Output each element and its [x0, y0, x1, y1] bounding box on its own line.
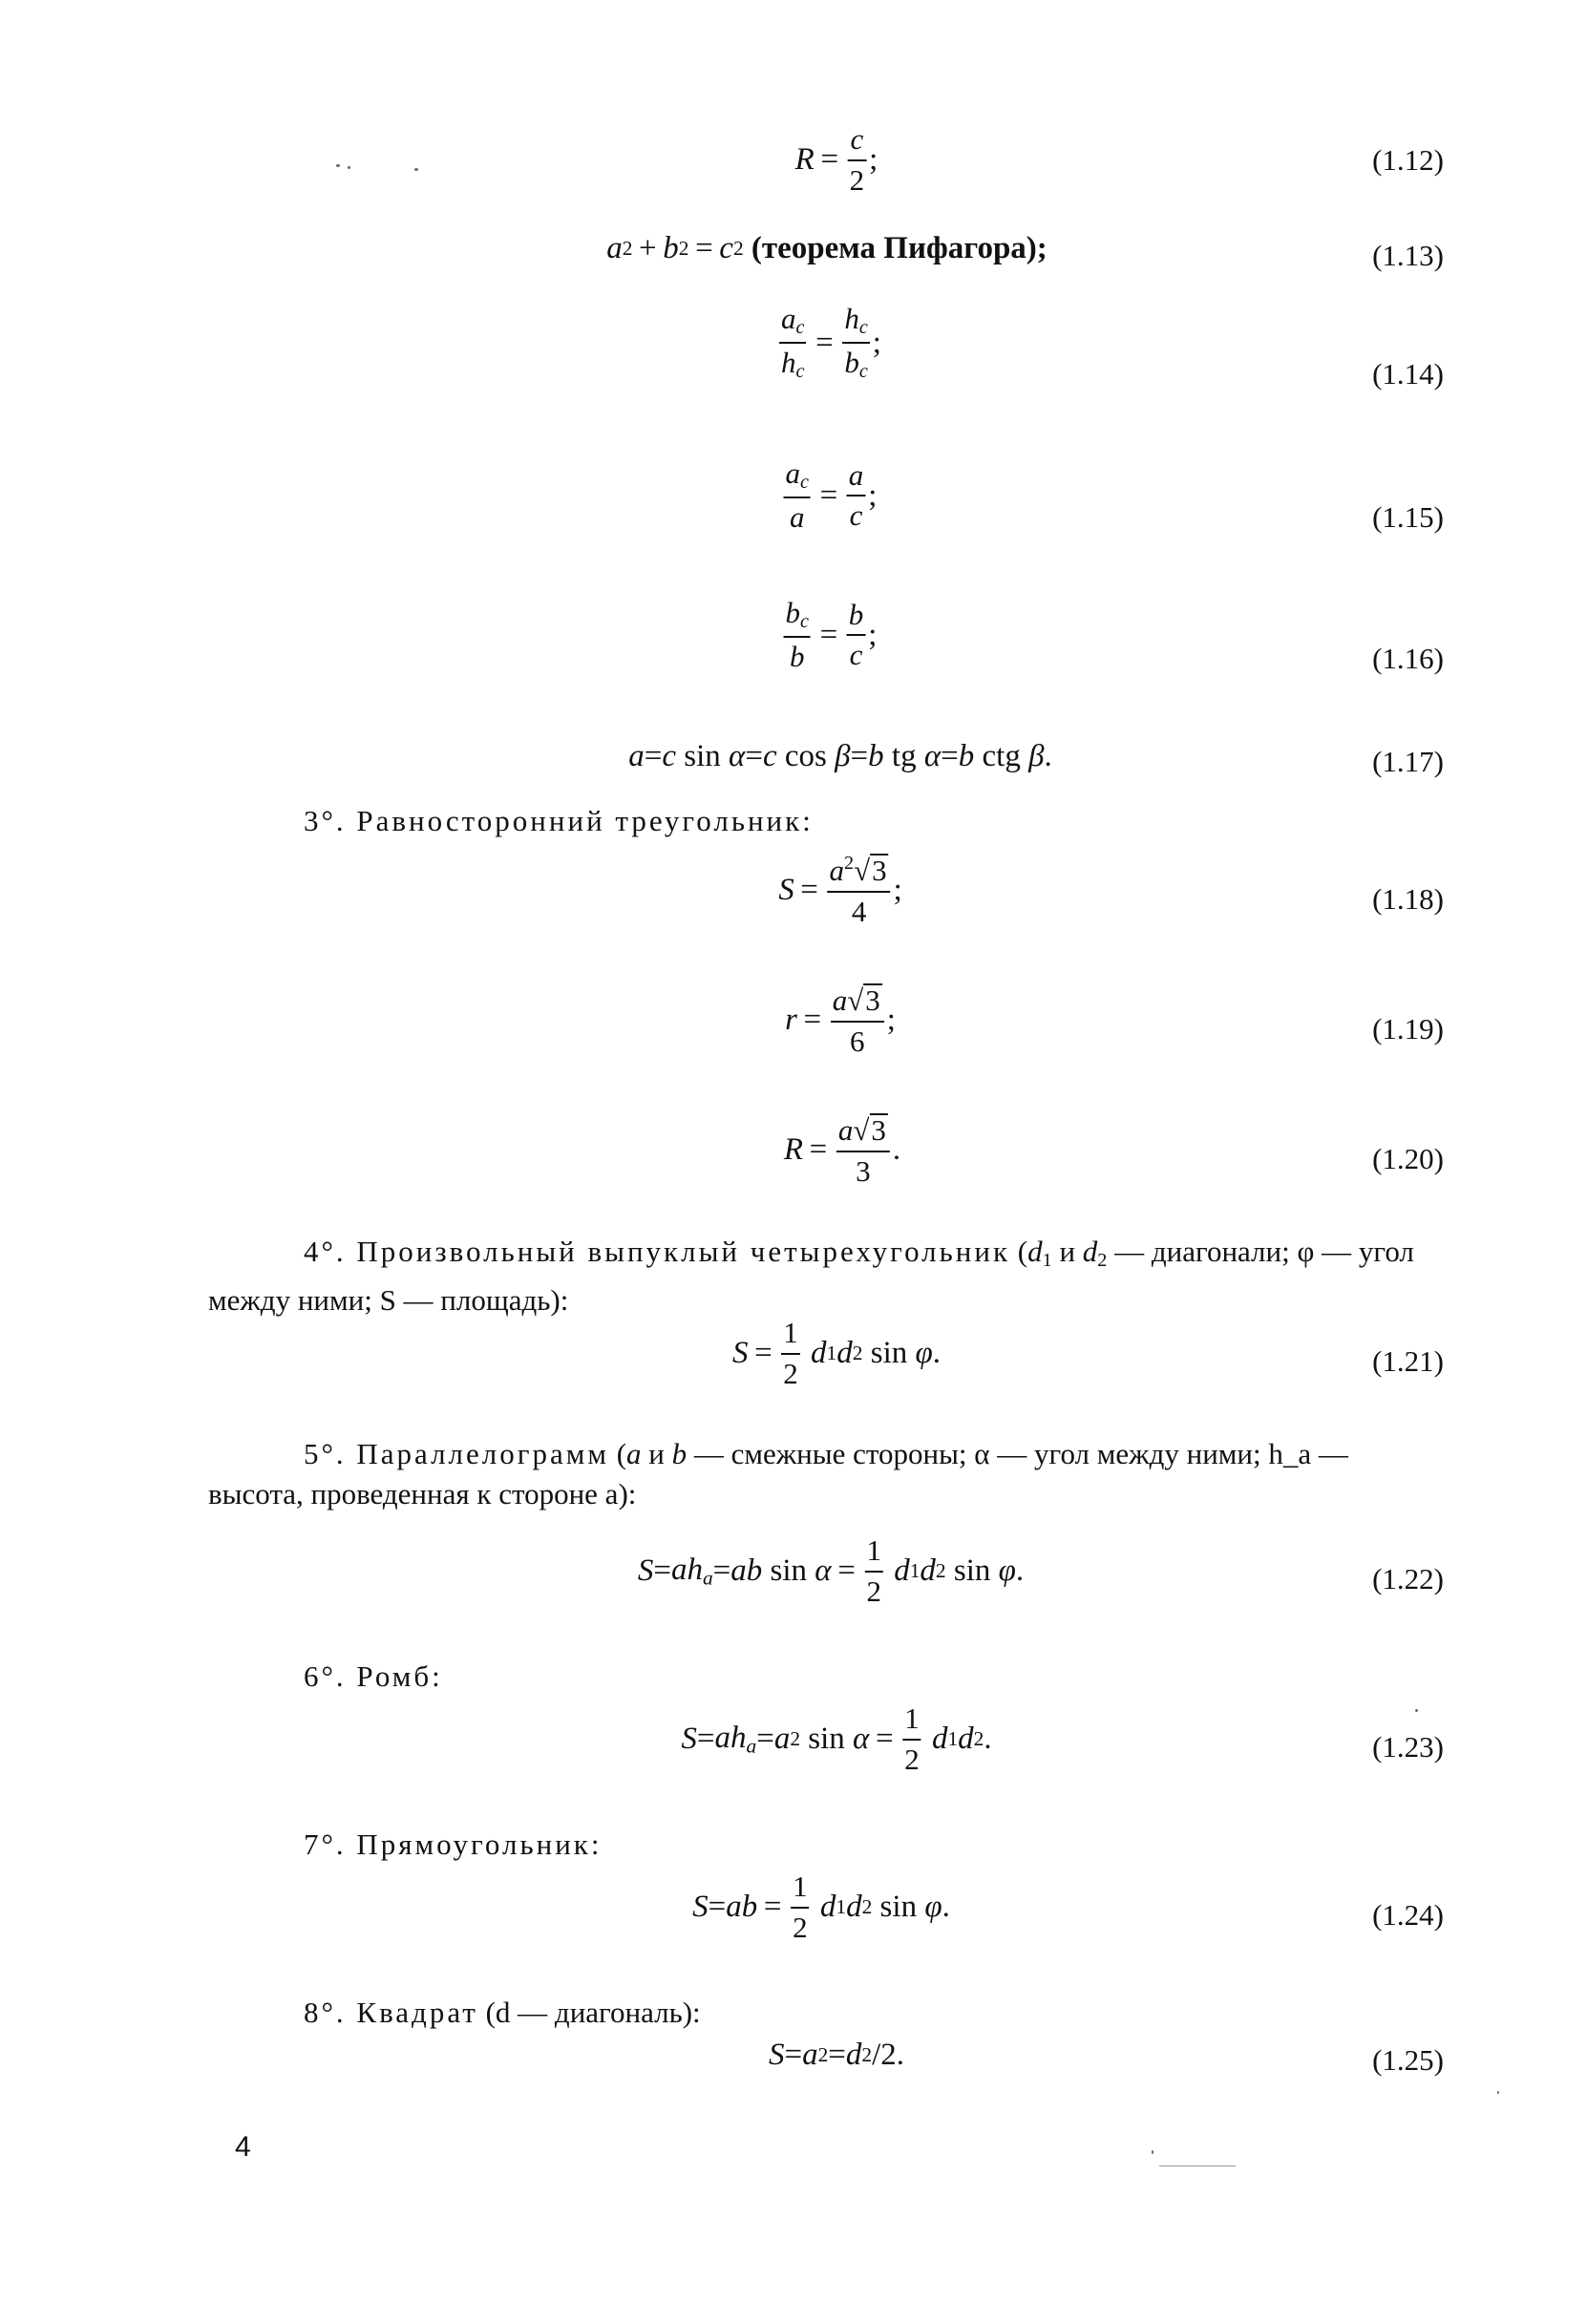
scan-speck	[348, 166, 350, 169]
equation-1-15	[0, 456, 1587, 571]
formula: $\frac{b_c}{b}$ = $\frac{b}{c}$ ;	[785, 596, 878, 674]
page-number: 4	[235, 2131, 251, 2163]
equation-number: (1.20)	[1372, 1142, 1444, 1175]
formula: S = $\frac{1}{2}$ d 1 d 2 sin φ .	[731, 1316, 942, 1390]
equation-number: (1.16)	[1372, 642, 1444, 675]
formula-note: (теорема Пифагора);	[751, 231, 1047, 265]
equation-number: (1.23)	[1372, 1730, 1444, 1764]
formula: S = $a^2√$ 3 4 ;	[778, 853, 902, 928]
formula: $\frac{a_c}{a}$ = $\frac{a}{c}$ ;	[785, 456, 878, 535]
equation-number: (1.18)	[1372, 882, 1444, 916]
equation-number: (1.15)	[1372, 500, 1444, 534]
equation-number: (1.17)	[1372, 745, 1444, 778]
equation-number: (1.22)	[1372, 1562, 1444, 1595]
equation-1-18	[0, 846, 1587, 961]
section-paragraph-5: 5°. Параллелограмм (a и b — смежные стороны; α — угол между ними; h_a — высота, проведенная к стороне a):	[208, 1437, 1348, 1511]
formula: S = $ah_a$ = ab sin α = $\frac{1}{2}$ d 1 d 2 sin φ .	[637, 1533, 1025, 1608]
section-heading-5: 5°. Параллелограмм	[304, 1437, 609, 1470]
section-heading-3: 3°. Равносторонний треугольник:	[304, 804, 814, 837]
section-heading-8-line	[304, 1992, 701, 2035]
section-heading-7: 7°. Прямоугольник:	[304, 1828, 603, 1861]
formula: a = c sin α = c cos β = b tg α = b ctg β .	[628, 739, 1052, 773]
equation-number: (1.21)	[1372, 1344, 1444, 1378]
equation-1-16	[0, 596, 1587, 710]
formula: $\frac{a_c}{h_c}$ = $\frac{h_c}{b_c}$ ;	[781, 302, 881, 383]
equation-number: (1.12)	[1372, 143, 1444, 177]
equation-number: (1.14)	[1372, 357, 1444, 391]
section-text: (d — диагональ):	[485, 1996, 701, 2029]
section-heading-4: 4°. Произвольный выпуклый четырехугольник	[304, 1235, 1011, 1268]
formula: R = a√ 3 3 .	[783, 1113, 901, 1188]
equation-1-20	[0, 1106, 1587, 1220]
formula: r = a√ 3 6 ;	[785, 983, 896, 1058]
scan-speck	[414, 168, 418, 171]
equation-1-21	[0, 1316, 1587, 1430]
equation-1-19	[0, 976, 1587, 1090]
equation-1-23	[0, 1701, 1587, 1816]
equation-1-12	[0, 105, 1587, 220]
section-text: — диагонали; φ — угол между ними; S — площадь):	[208, 1235, 1414, 1318]
formula: S = a 2 = d 2 /2.	[768, 2038, 905, 2072]
equation-number: (1.19)	[1372, 1012, 1444, 1046]
section-heading-6: 6°. Ромб:	[304, 1659, 443, 1693]
equation-number: (1.24)	[1372, 1898, 1444, 1932]
equation-1-22	[0, 1533, 1587, 1648]
section-paragraph-4: 4°. Произвольный выпуклый четырехугольник ($d_1$ и $d_2$ — диагонали; φ — угол между ними; S — площадь):	[208, 1235, 1414, 1318]
equation-1-24	[0, 1870, 1587, 1984]
scan-speck	[336, 164, 340, 167]
scan-speck	[1415, 1709, 1418, 1712]
formula: S = ab = $\frac{1}{2}$ d 1 d 2 sin φ .	[692, 1870, 950, 1944]
equation-number: (1.25)	[1372, 2043, 1444, 2077]
equation-1-14	[0, 298, 1587, 412]
equation-number: (1.13)	[1372, 239, 1444, 272]
scan-speck	[1497, 2091, 1499, 2094]
formula: S = $ah_a$ = a 2 sin α = $\frac{1}{2}$ d 1 d 2 .	[681, 1701, 992, 1776]
formula: R = $\frac{c}{2}$ ;	[794, 122, 878, 197]
formula: a 2 + b 2 = c 2 (теорема Пифагора);	[606, 231, 1047, 265]
scan-speck	[1152, 2150, 1153, 2154]
section-heading-8: 8°. Квадрат	[304, 1996, 478, 2029]
section-text: — смежные стороны; α — угол между ними; h_a — высота, проведенная к стороне a):	[208, 1437, 1348, 1511]
